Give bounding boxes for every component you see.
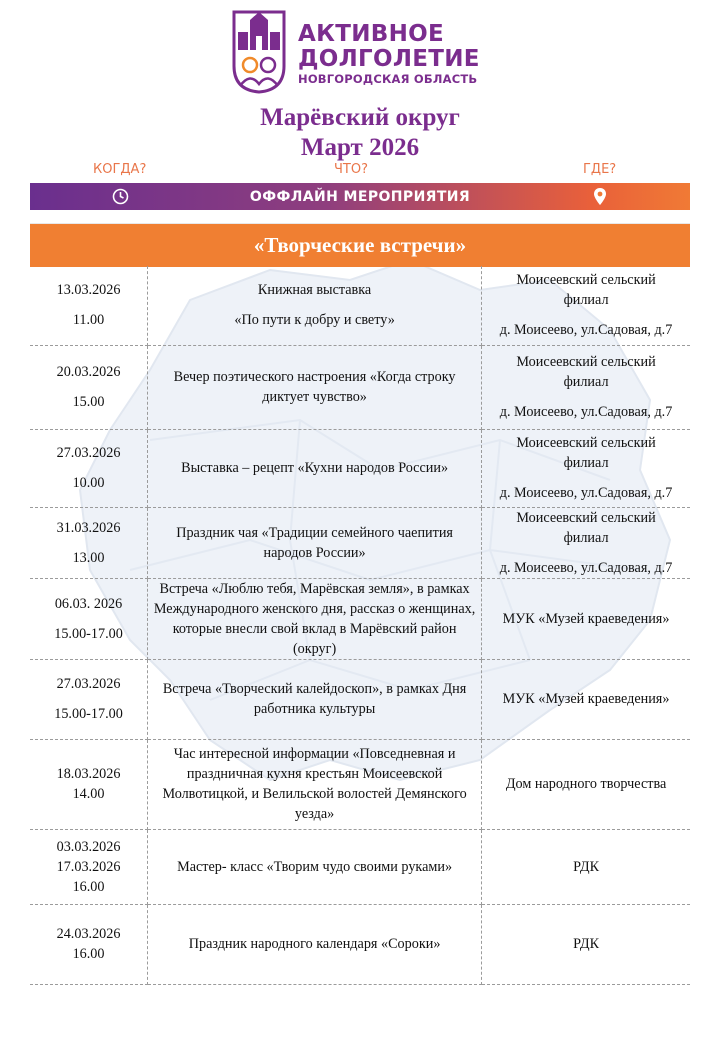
page-title: Марёвский округ — [260, 104, 460, 131]
event-place: МУК «Музей краеведения» — [502, 691, 670, 707]
event-title: Книжная выставка — [257, 282, 372, 299]
what-cell — [148, 659, 482, 739]
what-cell — [148, 739, 482, 829]
event-place: Моисеевский сельский — [516, 272, 656, 289]
offline-events-bar — [30, 183, 690, 210]
event-title: Праздник народного календаря «Сороки» — [188, 936, 441, 952]
where-cell — [482, 659, 690, 739]
table-row — [30, 507, 690, 578]
table-row — [30, 578, 690, 659]
event-place: РДК — [573, 936, 600, 952]
when-cell — [30, 266, 148, 345]
event-place: Моисеевский сельский — [516, 435, 656, 451]
what-cell — [148, 507, 482, 578]
table-row — [30, 429, 690, 507]
event-address: д. Моисеево, ул.Садовая, д.7 — [499, 322, 673, 339]
event-address: д. Моисеево, ул.Садовая, д.7 — [499, 404, 673, 420]
section-header — [30, 223, 690, 267]
event-title: Час интересной информации «Повседневная и праздничная кухня крестьян Моисеевской Молвотицкой, и Велильской волостей Демянского уезда» — [162, 746, 467, 822]
logo-line-1: АКТИВНОЕ — [298, 21, 444, 47]
event-date: 18.03.2026 — [56, 766, 121, 782]
what-label: ЧТО? — [334, 162, 368, 177]
table-row — [30, 739, 690, 829]
event-time: 14.00 — [72, 786, 105, 802]
when-label: КОГДА? — [93, 162, 147, 177]
kremlin-tower-elderly-couple-icon — [228, 10, 290, 94]
event-place: Дом народного творчества — [505, 776, 667, 792]
what-cell — [148, 829, 482, 904]
what-cell — [148, 345, 482, 429]
events-table — [30, 266, 690, 985]
when-cell — [30, 507, 148, 578]
when-cell — [30, 739, 148, 829]
offline-events-label: ОФФЛАЙН МЕРОПРИЯТИЯ — [249, 189, 471, 205]
section-title: «Творческие встречи» — [253, 233, 467, 257]
where-cell — [482, 345, 690, 429]
what-cell — [148, 266, 482, 345]
logo-line-2: ДОЛГОЛЕТИЕ — [298, 46, 480, 72]
event-title: Встреча «Люблю тебя, Марёвская земля», в рамках Международного женского дня, рассказ о женщинах, которые внесли свой вклад в Марёвский район (округ) — [153, 580, 476, 657]
event-date: 24.03.2026 — [56, 926, 121, 942]
event-date: 27.03.2026 — [56, 676, 121, 692]
table-row — [30, 659, 690, 739]
where-cell — [482, 266, 690, 345]
event-place-2: филиал — [563, 455, 609, 471]
table-row — [30, 345, 690, 429]
event-time: 15.00 — [72, 394, 105, 410]
event-date: 20.03.2026 — [56, 364, 121, 380]
when-cell — [30, 429, 148, 507]
event-address: д. Моисеево, ул.Садовая, д.7 — [499, 559, 673, 576]
event-date: 13.03.2026 — [56, 282, 121, 299]
column-labels — [30, 162, 690, 180]
event-time: 11.00 — [72, 312, 105, 329]
event-place-2: филиал — [563, 529, 609, 546]
event-date: 03.03.2026 — [56, 838, 121, 855]
when-cell — [30, 829, 148, 904]
event-subtitle: «По пути к добру и свету» — [234, 312, 395, 329]
event-place-2: филиал — [563, 374, 609, 390]
event-date: 06.03. 2026 — [54, 595, 123, 612]
when-cell — [30, 904, 148, 984]
event-time: 16.00 — [72, 878, 105, 895]
event-place: Моисеевский сельский — [516, 354, 656, 370]
event-title: Выставка – рецепт «Кухни народов России» — [181, 460, 449, 476]
what-cell — [148, 904, 482, 984]
event-title: Праздник чая «Традиции семейного чаепития народов России» — [176, 524, 453, 561]
page-subtitle: Март 2026 — [300, 134, 420, 161]
event-date-2: 17.03.2026 — [56, 858, 121, 875]
event-time: 13.00 — [72, 549, 105, 566]
when-cell — [30, 659, 148, 739]
event-time: 15.00-17.00 — [54, 625, 123, 642]
event-place: МУК «Музей краеведения» — [502, 610, 670, 627]
where-label: ГДЕ? — [583, 162, 617, 177]
logo-line-3: НОВГОРОДСКАЯ ОБЛАСТЬ — [298, 72, 478, 86]
table-row — [30, 829, 690, 904]
when-cell — [30, 345, 148, 429]
event-time: 15.00-17.00 — [54, 706, 123, 722]
what-cell — [148, 429, 482, 507]
event-date: 27.03.2026 — [56, 445, 121, 461]
event-title: Встреча «Творческий калейдоскоп», в рамках Дня работника культуры — [162, 681, 467, 717]
event-address: д. Моисеево, ул.Садовая, д.7 — [499, 485, 673, 501]
where-cell — [482, 904, 690, 984]
where-cell — [482, 829, 690, 904]
table-row — [30, 266, 690, 345]
event-place: Моисеевский сельский — [516, 509, 656, 526]
table-row — [30, 904, 690, 984]
where-cell — [482, 739, 690, 829]
event-date: 31.03.2026 — [56, 519, 121, 536]
where-cell — [482, 578, 690, 659]
where-cell — [482, 429, 690, 507]
what-cell — [148, 578, 482, 659]
when-cell — [30, 578, 148, 659]
where-cell — [482, 507, 690, 578]
event-place-2: филиал — [563, 292, 609, 309]
event-place: РДК — [573, 858, 600, 875]
event-title: Вечер поэтического настроения «Когда строку диктует чувство» — [173, 369, 456, 405]
event-time: 16.00 — [72, 946, 105, 962]
event-title: Мастер- класс «Творим чудо своими руками» — [177, 858, 453, 875]
event-time: 10.00 — [72, 475, 105, 491]
logo — [228, 10, 498, 94]
location-pin-icon — [593, 187, 607, 206]
